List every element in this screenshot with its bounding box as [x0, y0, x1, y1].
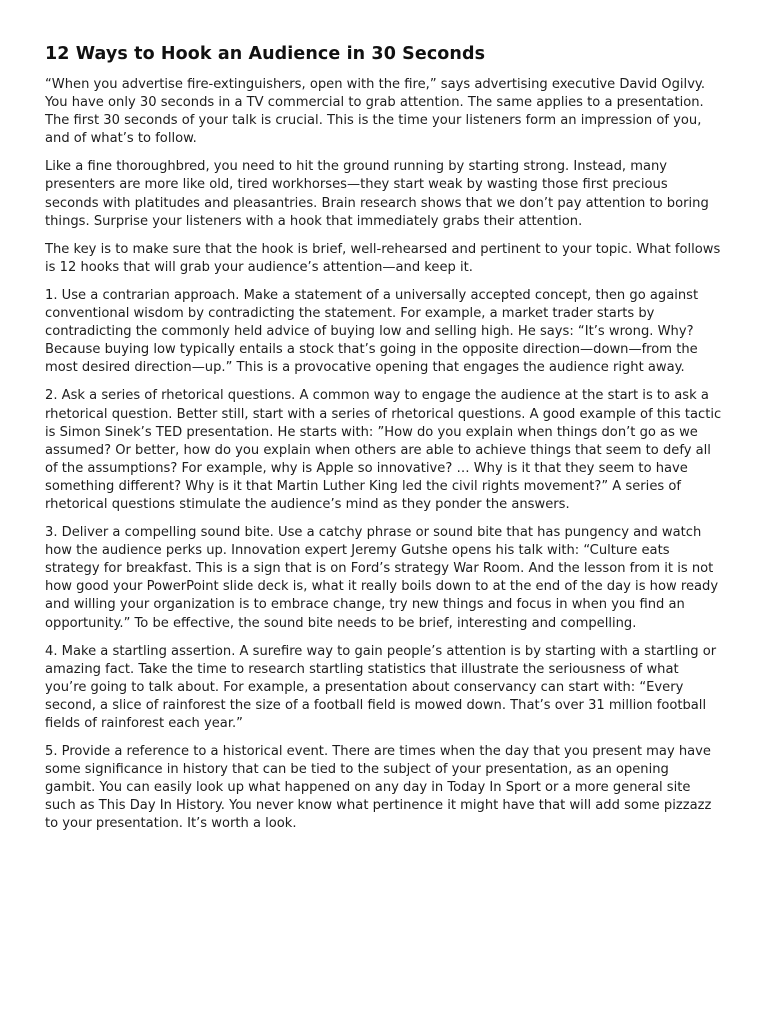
intro-paragraph-1: “When you advertise fire-extinguishers, open with the fire,” says advertising executive David Ogilvy. You have only 30 seconds in a TV commercial to grab attention. The same applies to a presentation. The first 30 seconds of your talk is crucial. This is the time your listeners form an impression of you, and of what’s to follow. — [45, 77, 705, 147]
intro-paragraph-2: Like a fine thoroughbred, you need to hit the ground running by starting strong. Instead, many presenters are more like old, tired workhorses—they start weak by wasting those first precious seconds with platitudes and pleasantries. Brain research shows that we don’t pay attention to boring things. Surprise your listeners with a hook that immediately grabs their attention. — [45, 159, 709, 229]
hook-2-rhetorical-questions: 2. Ask a series of rhetorical questions. A common way to engage the audience at the start is to ask a rhetorical question. Better still, start with a series of rhetorical questions. A good example of this tactic is Simon Sinek’s TED presentation. He starts with: ”How do you explain when things don’t go as we assumed? Or better, how do you explain when others are able to achieve things that seem to defy all of the assumptions? For example, why is Apple so innovative? … Why is it that they seem to have something different? Why is it that Martin Luther King led the civil rights movement?” A series of rhetorical questions stimulate the audience’s mind as they ponder the answers. — [45, 388, 722, 512]
document-page — [45, 42, 723, 844]
hook-1-contrarian-approach: 1. Use a contrarian approach. Make a statement of a universally accepted concept, then go against conventional wisdom by contradicting the statement. For example, a market trader starts by contradicting the commonly held advice of buying low and selling high. He says: “It’s wrong. Why? Because buying low typically entails a stock that’s going in the opposite direction—down—from the most desired direction—up.” This is a provocative opening that engages the audience right away. — [45, 287, 699, 376]
intro-paragraph-3: The key is to make sure that the hook is brief, well-rehearsed and pertinent to your topic. What follows is 12 hooks that will grab your audience’s attention—and keep it. — [45, 241, 721, 275]
hook-3-sound-bite: 3. Deliver a compelling sound bite. Use a catchy phrase or sound bite that has pungency and watch how the audience perks up. Innovation expert Jeremy Gutshe opens his talk with: “Culture eats strategy for breakfast. This is a sign that is on Ford’s strategy War Room. And the lesson from it is not how good your PowerPoint slide deck is, what it really boils down to at the end of the day is how ready and willing your organization is to embrace change, try new things and focus in when you find an opportunity.” To be effective, the sound bite needs to be brief, interesting and compelling. — [45, 525, 719, 631]
document-title: 12 Ways to Hook an Audience in 30 Seconds — [45, 44, 486, 64]
hook-5-historical-event: 5. Provide a reference to a historical event. There are times when the day that you present may have some significance in history that can be tied to the subject of your presentation, as an opening gambit. You can easily look up what happened on any day in Today In Sport or a more general site such as This Day In History. You never know what pertinence it might have that will add some pizzazz to your presentation. It’s worth a look. — [45, 744, 712, 832]
hook-4-startling-assertion: 4. Make a startling assertion. A surefire way to gain people’s attention is by starting with a startling or amazing fact. Take the time to research startling statistics that illustrate the seriousness of what you’re going to talk about. For example, a presentation about conservancy can start with: “Every second, a slice of rainforest the size of a football field is mowed down. That’s over 31 million football fields of rainforest each year.” — [45, 643, 717, 731]
